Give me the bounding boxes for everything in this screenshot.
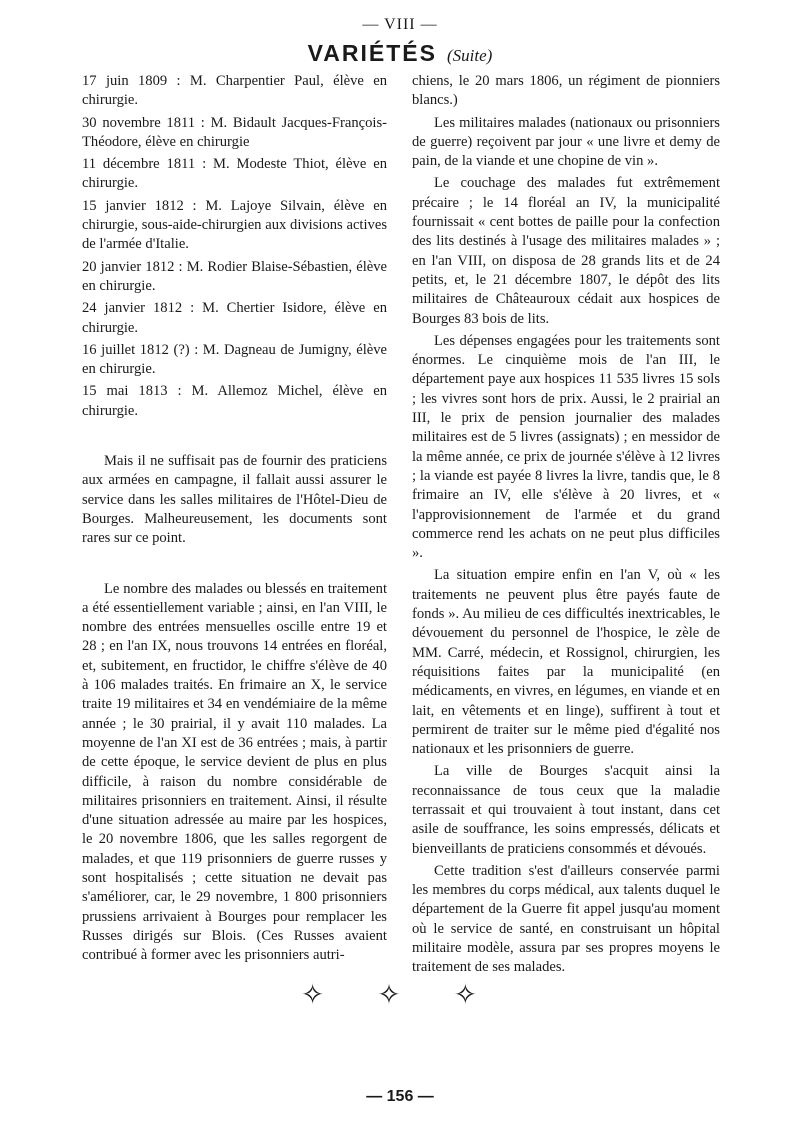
paragraph: Le couchage des malades fut extrêmement précaire ; le 14 floréal an IV, la municipalité fournissait « cent bottes de paille pour la confection des lits destinés à l'usage des militaires malades » ; en l'an VIII, on disposa de 28 grands lits et de 24 petits, et, le 21 décembre 1807, le dépôt des lits militaires de Châteauroux cédait aux hospices de Bourges 83 bois de lits. [412,175,720,327]
diamond-ornament-icon: ✧ ✧ ✧ [300,978,500,1011]
paragraph: Mais il ne suffisait pas de fournir des praticiens aux armées en campagne, il fallait aussi assurer le service dans les salles militaires de l'Hôtel-Dieu de Bourges. Malheureusement, les documents sont rares sur ce point. [82,453,387,547]
paragraph: Les dépenses engagées pour les traitements sont énormes. Le cinquième mois de l'an III, le département paye aux hospices 11 535 livres 15 sols ; les vivres sont hors de prix. Aussi, le 2 prairial an III, le prix de pension journalier des malades militaires est de 5 livres (assignats) ; en messidor de la même année, ce prix de journée s'élève à 12 livres ; la viande est payée 8 livres la livre, tandis que, le 8 frimaire an IV, elle s'élève à 20 livres, et « l'approvisionnement de l'armée et du grand commerce rend les achats on ne peut plus difficiles ». [412,332,720,562]
paragraph: chiens, le 20 mars 1806, un régiment de pionniers blancs.) [412,73,720,109]
list-item: 11 décembre 1811 : M. Modeste Thiot, élève en chirurgie. [82,156,387,192]
paragraph: Le nombre des malades ou blessés en traitement a été essentiellement variable ; ainsi, en l'an VIII, le nombre des entrées mensuelles oscille entre 19 et 28 ; en l'an IX, nous trouvons 14 entrées en floréal, et, subitement, en fructidor, le chiffre s'élève de 40 à 106 malades traités. En frimaire an X, le service traite 19 militaires et 34 en vendémiaire de la même année ; le 30 prairial, il y avait 110 malades. La moyenne de l'an XI est de 36 entrées ; mais, à partir de cette époque, le service devient de plus en plus difficile, à raison du nombre considérable de militaires prisonniers en traitement. Ainsi, il résulte d'une situation adressée au maire par les hospices, le 20 novembre 1806, que les salles regorgent de malades, et que 119 prisonniers de guerre russes y sont hospitalisés ; cette situation ne devait pas s'améliorer, car, le 29 novembre, 1 800 prisonniers prussiens arrivaient à Bourges pour remplacer les Russes dirigés sur Blois. (Ces Russes avaient contribué à former avec les prisonniers autri- [82,580,387,964]
left-column [82,72,387,968]
paragraph: Les militaires malades (nationaux ou prisonniers de guerre) reçoivent par jour « une livre et demy de pain, de la viande et une chopine de vin ». [412,114,720,170]
title-main: VARIÉTÉS [307,40,437,66]
section-title [0,40,800,67]
title-subtitle: (Suite) [447,46,493,65]
list-item: 15 janvier 1812 : M. Lajoye Silvain, élève en chirurgie, sous-aide-chirurgien aux divisions actives de l'armée d'Italie. [82,197,387,253]
list-item: 20 janvier 1812 : M. Rodier Blaise-Sébastien, élève en chirurgie. [82,258,387,294]
list-item: 16 juillet 1812 (?) : M. Dagneau de Jumigny, élève en chirurgie. [82,341,387,378]
paragraph: La ville de Bourges s'acquit ainsi la reconnaissance de tous ceux que la maladie terrassait et qui trouvaient à tout instant, dans cet asile de souffrance, les soins empressés, délicats et bienveillants de praticiens consommés et dévoués. [412,763,720,857]
right-column [412,72,720,981]
list-item: 15 mai 1813 : M. Allemoz Michel, élève en chirurgie. [82,383,387,419]
list-item: 30 novembre 1811 : M. Bidault Jacques-François-Théodore, élève en chirurgie [82,114,387,150]
list-item: 17 juin 1809 : M. Charpentier Paul, élève en chirurgie. [82,73,387,109]
page-number: — 156 — [366,1088,434,1105]
paragraph: Cette tradition s'est d'ailleurs conservée parmi les membres du corps médical, aux talents duquel le département de la Guerre fit appel jusqu'au moment où le service de santé, en construisant un hôpital militaire modèle, assura par ses propres moyens le traitement de ses malades. [412,862,720,976]
roman-page-number: — VIII — [362,16,438,33]
list-item: 24 janvier 1812 : M. Chertier Isidore, élève en chirurgie. [82,300,387,336]
paragraph: La situation empire enfin en l'an V, où « les traitements ne peuvent plus être payés faute de fonds ». Au milieu de ces difficultés inextricables, le dévouement du personnel de l'hospice, le zèle de MM. Carré, médecin, et Rossignol, chirurgien, les réquisitions faites par la municipalité (en médicaments, en vivres, en légumes, en viande et en lait, en vêtements et en linge), suffirent à tout et permirent de traiter sur le même pied d'égalité nos nationaux et les prisonniers de guerre. [412,567,720,758]
